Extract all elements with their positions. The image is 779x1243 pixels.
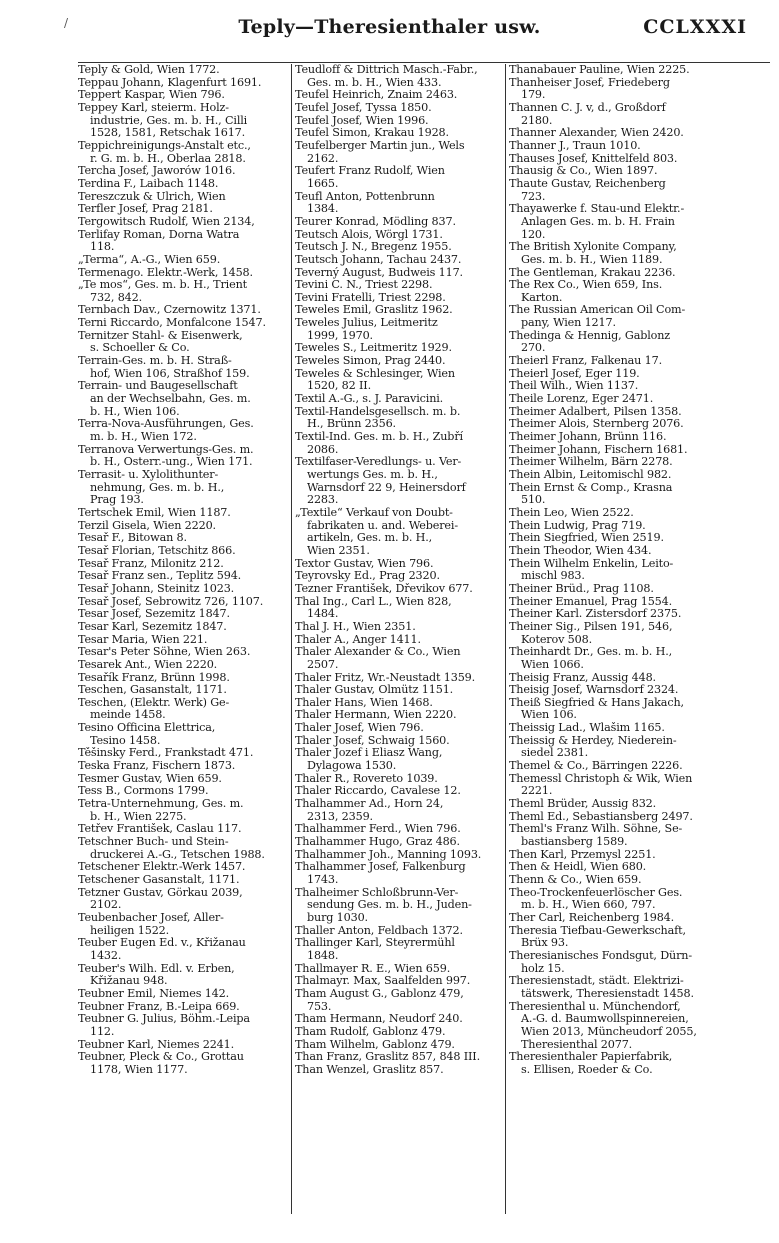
directory-entry: Thedinga & Hennig, Gablonz xyxy=(509,329,671,342)
directory-entry: Tetra-Unternehmung, Ges. m. xyxy=(78,798,244,811)
entry-continuation: 732, 842. xyxy=(90,291,143,304)
entry-continuation: b. H., Österr.-ung., Wien 171. xyxy=(90,456,253,469)
directory-entry: Ther Carl, Reichenberg 1984. xyxy=(509,911,675,924)
directory-entry: Tezner František, Dřevikov 677. xyxy=(295,582,473,595)
entry-continuation: Tesino 1458. xyxy=(90,734,161,747)
entry-continuation: Wien 2013, Müncheudorf 2055, xyxy=(521,1025,697,1038)
entry-continuation: nehmung, Ges. m. b. H., xyxy=(90,481,225,494)
directory-entry: Thal Ing., Carl L., Wien 828, xyxy=(295,595,452,608)
entry-continuation: Ges. m. b. H., Wien 433. xyxy=(307,76,442,89)
directory-entry: Terni Riccardo, Monfalcone 1547. xyxy=(78,317,266,330)
entry-continuation: 1484. xyxy=(307,608,339,621)
directory-entry: Thanner J., Traun 1010. xyxy=(509,139,641,152)
column-2 xyxy=(291,64,503,1214)
directory-entry: Teppey Karl, steierm. Holz- xyxy=(78,101,229,114)
directory-entry: Teutsch J. N., Bregenz 1955. xyxy=(295,241,452,254)
entry-continuation: 2102. xyxy=(90,899,122,912)
directory-entry: Teufel Josef, Wien 1996. xyxy=(295,114,429,127)
directory-entry: Thal J. H., Wien 2351. xyxy=(295,620,416,633)
entry-continuation: heiligen 1522. xyxy=(90,924,170,937)
directory-entry: Tesař F., Bitowan 8. xyxy=(78,532,187,545)
entry-continuation: b. H., Wien 106. xyxy=(90,405,180,418)
directory-entry: Theiner Emanuel, Prag 1554. xyxy=(509,595,673,608)
directory-entry: Teufert Franz Rudolf, Wien xyxy=(295,165,445,178)
entry-continuation: 118. xyxy=(90,241,115,254)
directory-entry: Teschen, Gasanstalt, 1171. xyxy=(78,684,227,697)
directory-entry: Theiß Siegfried & Hans Jakach, xyxy=(509,696,684,709)
directory-entry: Tesař Franz, Milonitz 212. xyxy=(78,557,224,570)
directory-entry: Theimer Wilhelm, Bärn 2278. xyxy=(509,456,673,469)
directory-entry: Theresienthaler Papierfabrik, xyxy=(509,1051,673,1064)
entry-continuation: 723. xyxy=(521,190,546,203)
entry-continuation: Koterov 508. xyxy=(521,633,592,646)
entry-continuation: s. Schoeller & Co. xyxy=(90,342,190,355)
directory-entry: Tham August G., Gablonz 479, xyxy=(295,987,464,1000)
entry-continuation: 1528, 1581, Retschak 1617. xyxy=(90,127,246,140)
directory-entry: Tevini Fratelli, Triest 2298. xyxy=(295,291,446,304)
directory-entry: Thaler Josef, Wien 796. xyxy=(295,722,424,735)
directory-entry: Teudloff & Dittrich Masch.-Fabr., xyxy=(295,64,478,76)
directory-entry: Thein Theodor, Wien 434. xyxy=(509,544,652,557)
directory-entry: Then Karl, Przemysl 2251. xyxy=(509,848,656,861)
directory-entry: Theimer Johann, Brünn 116. xyxy=(509,431,667,444)
directory-entry: Thalhammer Ferd., Wien 796. xyxy=(295,823,461,836)
directory-entry: Thein Leo, Wien 2522. xyxy=(509,506,634,519)
entry-continuation: holz 15. xyxy=(521,962,565,975)
entry-continuation: 1665. xyxy=(307,177,339,190)
directory-entry: Termenago. Elektr.-Werk, 1458. xyxy=(78,266,253,279)
directory-entry: Thaler Gustav, Olmütz 1151. xyxy=(295,684,454,697)
directory-entry: Thaler A., Anger 1411. xyxy=(295,633,421,646)
directory-entry: Teweles Emil, Graslitz 1962. xyxy=(295,304,453,317)
entry-continuation: Theresienthal 2077. xyxy=(521,1038,633,1051)
directory-entry: Teweles & Schlesinger, Wien xyxy=(295,367,455,380)
entry-continuation: s. Ellisen, Roeder & Co. xyxy=(521,1063,653,1076)
directory-entry: „Terma“, A.-G., Wien 659. xyxy=(78,253,221,266)
directory-entry: Teurer Konrad, Mödling 837. xyxy=(295,215,456,228)
directory-entry: Thanheiser Josef, Friedeberg xyxy=(509,76,670,89)
entry-continuation: 1848. xyxy=(307,949,339,962)
entry-continuation: wertungs Ges. m. b. H., xyxy=(307,469,438,481)
directory-entry: „Te mos“, Ges. m. b. H., Trient xyxy=(78,279,247,292)
directory-entry: Tercha Josef, Jaworów 1016. xyxy=(78,165,236,178)
directory-entry: Thein Albin, Leitomischl 982. xyxy=(509,469,672,481)
directory-entry: Thausig & Co., Wien 1897. xyxy=(509,165,658,178)
directory-entry: Tham Rudolf, Gablonz 479. xyxy=(295,1025,446,1038)
directory-entry: Terzil Gisela, Wien 2220. xyxy=(78,519,216,532)
page-mark: / xyxy=(64,16,69,30)
directory-entry: Themessl Christoph & Wik, Wien xyxy=(509,772,693,785)
entry-continuation: bastiansberg 1589. xyxy=(521,836,628,849)
column-1 xyxy=(78,64,288,1214)
entry-continuation: m. b. H., Wien 660, 797. xyxy=(521,899,656,912)
directory-entry: Teutsch Alois, Wörgl 1731. xyxy=(295,228,443,241)
directory-entry: Terrain-Ges. m. b. H. Straß- xyxy=(78,355,232,368)
directory-entry: Than Wenzel, Graslitz 857. xyxy=(295,1063,444,1076)
directory-entry: Theissig & Herdey, Niederein- xyxy=(509,734,677,747)
directory-entry: Terranova Verwertungs-Ges. m. xyxy=(78,443,254,456)
directory-entry: Teubner, Pleck & Co., Grottau xyxy=(78,1051,244,1064)
entry-continuation: Ges. m. b. H., Wien 1189. xyxy=(521,253,663,266)
entry-continuation: 1520, 82 II. xyxy=(307,380,371,393)
directory-entry: Tetzner Gustav, Görkau 2039, xyxy=(78,886,243,899)
directory-entry: Tergowitsch Rudolf, Wien 2134, xyxy=(78,215,255,228)
directory-entry: Theresienstadt, städt. Elektrizi- xyxy=(509,975,684,988)
entry-continuation: 753. xyxy=(307,1000,332,1013)
entry-continuation: 1178, Wien 1177. xyxy=(90,1063,188,1076)
entry-continuation: 1999, 1970. xyxy=(307,329,373,342)
directory-entry: Tetřev František, Časlau 117. xyxy=(78,823,242,836)
directory-entry: Tesar Maria, Wien 221. xyxy=(78,633,208,646)
directory-entry: Teppau Johann, Klagenfurt 1691. xyxy=(78,76,262,89)
directory-entry: Themel & Co., Bärringen 2226. xyxy=(509,760,683,773)
directory-entry: Theml Ed., Sebastiansberg 2497. xyxy=(509,810,693,823)
directory-entry: Thalhammer Josef, Falkenburg xyxy=(295,861,466,874)
entry-continuation: sendung Ges. m. b. H., Juden- xyxy=(307,899,472,912)
entry-continuation: Wien 1066. xyxy=(521,658,584,671)
directory-entry: Theiner Brüd., Prag 1108. xyxy=(509,582,654,595)
directory-entry: Textil-Ind. Ges. m. b. H., Zubří xyxy=(295,431,463,444)
directory-entry: Theiner Karl. Zistersdorf 2375. xyxy=(509,608,682,621)
directory-entry: Tesino Officina Elettrica, xyxy=(78,722,216,735)
directory-entry: Thaller Anton, Feldbach 1372. xyxy=(295,924,463,937)
directory-entry: Thanabauer Pauline, Wien 2225. xyxy=(509,64,690,76)
directory-entry: Theimer Alois, Sternberg 2076. xyxy=(509,418,684,431)
directory-entry: Thaler Josef, Schwaig 1560. xyxy=(295,734,450,747)
directory-entry: Teply & Gold, Wien 1772. xyxy=(78,64,220,76)
directory-entry: Theiner Sig., Pilsen 191, 546, xyxy=(509,620,673,633)
entry-continuation: Anlagen Ges. m. b. H. Frain xyxy=(521,215,675,228)
directory-entry: Thalhammer Joh., Manning 1093. xyxy=(295,848,482,861)
directory-entry: Teuber's Wilh. Edl. v. Erben, xyxy=(78,962,235,975)
directory-entry: The Rex Co., Wien 659, Ins. xyxy=(509,279,663,292)
directory-entry: Thein Siegfried, Wien 2519. xyxy=(509,532,664,545)
directory-entry: Thallinger Karl, Steyrermühl xyxy=(295,937,455,950)
page-header xyxy=(0,6,779,46)
directory-entry: Teppichreinigungs-Anstalt etc., xyxy=(78,139,251,152)
directory-entry: Textil-Handelsgesellsch. m. b. xyxy=(295,405,461,418)
directory-entry: Theimer Adalbert, Pilsen 1358. xyxy=(509,405,682,418)
directory-entry: Tereszczuk & Ulrich, Wien xyxy=(78,190,226,203)
directory-entry: Terfler Josef, Prag 2181. xyxy=(78,203,213,216)
directory-entry: Tetschner Buch- und Stein- xyxy=(78,836,229,849)
directory-entry: Teska Franz, Fischern 1873. xyxy=(78,760,236,773)
directory-entry: Teutsch Johann, Tachau 2437. xyxy=(295,253,462,266)
directory-entry: Theresianisches Fondsgut, Dürn- xyxy=(509,949,692,962)
directory-entry: Thenn & Co., Wien 659. xyxy=(509,874,642,886)
directory-entry: Teufel Heinrich, Znaim 2463. xyxy=(295,89,458,102)
entry-continuation: Dylagowa 1530. xyxy=(307,760,397,773)
directory-entry: Ternbach Dav., Czernowitz 1371. xyxy=(78,304,261,317)
directory-entry: Tesař Josef, Sebrowitz 726, 1107. xyxy=(78,595,264,608)
directory-entry: Tetschener Gasanstalt, 1171. xyxy=(78,874,240,886)
directory-entry: Thannen C. J. v, d., Großdorf xyxy=(509,101,666,114)
directory-entry: Tham Wilhelm, Gablonz 479. xyxy=(295,1038,455,1051)
entry-continuation: Karton. xyxy=(521,291,563,304)
header-rule xyxy=(78,62,770,63)
entry-continuation: artikeln, Ges. m. b. H., xyxy=(307,532,433,545)
directory-entry: The Gentleman, Krakau 2236. xyxy=(509,266,676,279)
directory-entry: Tham Hermann, Neudorf 240. xyxy=(295,1013,463,1026)
directory-entry: Teuber Eugen Ed. v., Křižanau xyxy=(78,937,246,950)
directory-entry: Teverný August, Budweis 117. xyxy=(295,266,463,279)
directory-entry: Textor Gustav, Wien 796. xyxy=(295,557,434,570)
directory-entry: Thanner Alexander, Wien 2420. xyxy=(509,127,684,140)
directory-entry: Theil Wilh., Wien 1137. xyxy=(509,380,639,393)
entry-continuation: 179. xyxy=(521,89,546,102)
directory-entry: Thaler Fritz, Wr.-Neustadt 1359. xyxy=(295,671,476,684)
directory-entry: Tess B., Cormons 1799. xyxy=(78,785,209,798)
directory-entry: Thalhammer Hugo, Graz 486. xyxy=(295,836,460,849)
directory-entry: Tesařík Franz, Brünn 1998. xyxy=(78,671,230,684)
entry-continuation: siedel 2381. xyxy=(521,747,589,760)
directory-entry: Tesař Johann, Steinitz 1023. xyxy=(78,582,235,595)
entry-continuation: 112. xyxy=(90,1025,115,1038)
directory-entry: The British Xylonite Company, xyxy=(509,241,677,254)
directory-entry: Thein Ludwig, Prag 719. xyxy=(509,519,646,532)
directory-entry: Theresia Tiefbau-Gewerkschaft, xyxy=(509,924,686,937)
directory-entry: Theinhardt Dr., Ges. m. b. H., xyxy=(509,646,673,659)
directory-entry: Tertschek Emil, Wien 1187. xyxy=(78,506,231,519)
directory-entry: Theierl Josef, Eger 119. xyxy=(509,367,640,380)
directory-entry: „Textile“ Verkauf von Doubt- xyxy=(295,506,453,519)
entry-continuation: Brüx 93. xyxy=(521,937,569,950)
directory-entry: Teubenbacher Josef, Aller- xyxy=(78,911,224,924)
directory-entry: Thallmayer R. E., Wien 659. xyxy=(295,962,451,975)
directory-entry: Teufl Anton, Pottenbrunn xyxy=(295,190,435,203)
directory-entry: Tesmer Gustav, Wien 659. xyxy=(78,772,222,785)
entry-continuation: 270. xyxy=(521,342,546,355)
directory-entry: Teschen, (Elektr. Werk) Ge- xyxy=(78,696,230,709)
directory-entry: Thein Ernst & Comp., Krasna xyxy=(509,481,673,494)
directory-entry: Terlifay Roman, Dorna Watra xyxy=(78,228,240,241)
entry-continuation: pany, Wien 1217. xyxy=(521,317,616,330)
directory-entry: Terrain- und Baugesellschaft xyxy=(78,380,238,393)
entry-continuation: mischl 983. xyxy=(521,570,585,583)
directory-entry: Teweles Simon, Prag 2440. xyxy=(295,355,446,368)
entry-continuation: fabrikaten u. and. Webereі- xyxy=(307,519,458,532)
directory-entry: Teufel Simon, Krakau 1928. xyxy=(295,127,449,140)
entry-continuation: druckerei A.-G., Tetschen 1988. xyxy=(90,848,265,861)
directory-entry: Theimer Johann, Fischern 1681. xyxy=(509,443,688,456)
entry-continuation: 2507. xyxy=(307,658,339,671)
entry-continuation: industrie, Ges. m. b. H., Cilli xyxy=(90,114,248,127)
directory-entry: Thaler Jozef i Eliasz Wang, xyxy=(295,747,443,760)
directory-entry: Těšinsky Ferd., Frankstadt 471. xyxy=(78,747,254,760)
entry-continuation: r. G. m. b. H., Oberlaa 2818. xyxy=(90,152,246,165)
directory-entry: Teweles S., Leitmeritz 1929. xyxy=(295,342,452,355)
directory-entry: Theisig Franz, Aussig 448. xyxy=(509,671,656,684)
directory-entry: Terdina F., Laibach 1148. xyxy=(78,177,219,190)
directory-entry: Tesař Franz sen., Teplitz 594. xyxy=(78,570,242,583)
directory-entry: Teppert Kaspar, Wien 796. xyxy=(78,89,225,102)
page-number: CCLXXXI xyxy=(643,16,747,38)
entry-continuation: tätswerk, Theresienstadt 1458. xyxy=(521,987,694,1000)
directory-entry: Thalheimer Schloßbrunn-Ver- xyxy=(295,886,459,899)
directory-entry: Terra-Nova-Ausführungen, Ges. xyxy=(78,418,254,431)
entry-continuation: 2221. xyxy=(521,785,553,798)
entry-continuation: b. H., Wien 2275. xyxy=(90,810,187,823)
entry-continuation: 1432. xyxy=(90,949,122,962)
entry-continuation: 1384. xyxy=(307,203,339,216)
directory-entry: Tesarek Ant., Wien 2220. xyxy=(78,658,218,671)
directory-entry: Theml Brüder, Aussig 832. xyxy=(509,798,657,811)
directory-entry: Thaute Gustav, Reichenberg xyxy=(509,177,666,190)
entry-continuation: Wien 2351. xyxy=(307,544,370,557)
entry-continuation: Prag 193. xyxy=(90,494,144,507)
directory-entry: Teweles Julius, Leitmeritz xyxy=(295,317,438,330)
entry-continuation: hof, Wien 106, Straßhof 159. xyxy=(90,367,250,380)
directory-entry: Thalhammer Ad., Horn 24, xyxy=(295,798,444,811)
entry-continuation: burg 1030. xyxy=(307,911,368,924)
directory-entry: Thaler Hermann, Wien 2220. xyxy=(295,709,457,722)
directory-entry: Thein Wilhelm Enkelin, Leito- xyxy=(509,557,674,570)
directory-entry: Theisig Josef, Warnsdorf 2324. xyxy=(509,684,679,697)
directory-entry: Thaler R., Rovereto 1039. xyxy=(295,772,438,785)
directory-entry: Then & Heidl, Wien 680. xyxy=(509,861,647,874)
directory-entry: Ternitzer Stahl- & Eisenwerk, xyxy=(78,329,243,342)
directory-entry: Teufel Josef, Tyssa 1850. xyxy=(295,101,432,114)
directory-entry: Teubner G. Julius, Böhm.-Leipa xyxy=(78,1013,250,1026)
entry-continuation: 2162. xyxy=(307,152,339,165)
entry-continuation: Wien 106. xyxy=(521,709,577,722)
directory-entry: Theresienthal u. Münchendorf, xyxy=(509,1000,681,1013)
entry-continuation: m. b. H., Wien 172. xyxy=(90,431,197,444)
directory-entry: Tesar Josef, Sezemitz 1847. xyxy=(78,608,230,621)
directory-entry: Tesař Florian, Tetschitz 866. xyxy=(78,544,236,557)
directory-entry: Theierl Franz, Falkenau 17. xyxy=(509,355,662,368)
entry-continuation: meinde 1458. xyxy=(90,709,166,722)
directory-entry: Tevini C. N., Triest 2298. xyxy=(295,279,433,292)
directory-entry: Theile Lorenz, Eger 2471. xyxy=(509,393,654,406)
directory-entry: Teubner Emil, Niemes 142. xyxy=(78,987,230,1000)
directory-entry: Thalmayr. Max, Saalfelden 997. xyxy=(295,975,471,988)
directory-entry: The Russian American Oil Com- xyxy=(509,304,686,317)
directory-entry: Theml's Franz Wilh. Söhne, Se- xyxy=(509,823,683,836)
directory-entry: Teubner Karl, Niemes 2241. xyxy=(78,1038,235,1051)
directory-entry: Thayawerke f. Stau-und Elektr.- xyxy=(509,203,685,216)
entry-continuation: 2086. xyxy=(307,443,339,456)
entry-continuation: 2313, 2359. xyxy=(307,810,373,823)
directory-entry: Tesar Karl, Sezemitz 1847. xyxy=(78,620,227,633)
entry-continuation: 1743. xyxy=(307,874,339,886)
directory-entry: Tetschener Elektr.-Werk 1457. xyxy=(78,861,246,874)
column-3 xyxy=(505,64,716,1214)
directory-entry: Thauses Josef, Knittelfeld 803. xyxy=(509,152,678,165)
directory-entry: Textilfaser-Veredlungs- u. Ver- xyxy=(295,456,462,469)
directory-entry: Thaler Alexander & Co., Wien xyxy=(295,646,461,659)
entry-continuation: 2180. xyxy=(521,114,553,127)
entry-continuation: 510. xyxy=(521,494,546,507)
entry-continuation: A.-G. d. Baumwollspinnereien, xyxy=(521,1013,689,1026)
directory-entry: Theissig Lad., Wlašim 1165. xyxy=(509,722,665,735)
directory-entry: Textil A.-G., s. J. Paravicini. xyxy=(295,393,444,406)
entry-continuation: an der Wechselbahn, Ges. m. xyxy=(90,393,251,406)
directory-entry: Than Franz, Graslitz 857, 848 III. xyxy=(295,1051,480,1064)
directory-entry: Thaler Riccardo, Cavalese 12. xyxy=(295,785,461,798)
entry-continuation: H., Brünn 2356. xyxy=(307,418,396,431)
directory-entry: Theo-Trockenfeuerlöscher Ges. xyxy=(509,886,683,899)
page-title: Teply—Theresienthaler usw. xyxy=(238,16,541,38)
entry-continuation: 120. xyxy=(521,228,546,241)
directory-entry: Teufelberger Martin jun., Wels xyxy=(295,139,465,152)
entry-continuation: Warnsdorf 22 9, Heinersdorf xyxy=(307,481,466,494)
entry-continuation: Křižanau 948. xyxy=(90,975,168,988)
entry-continuation: 2283. xyxy=(307,494,339,507)
directory-entry: Teyrovsky Ed., Prag 2320. xyxy=(295,570,440,583)
directory-entry: Terrasit- u. Xylolithunter- xyxy=(78,469,219,481)
directory-entry: Teubner Franz, B.-Leipa 669. xyxy=(78,1000,240,1013)
directory-entry: Tesar's Peter Söhne, Wien 263. xyxy=(78,646,251,659)
directory-entry: Thaler Hans, Wien 1468. xyxy=(295,696,433,709)
